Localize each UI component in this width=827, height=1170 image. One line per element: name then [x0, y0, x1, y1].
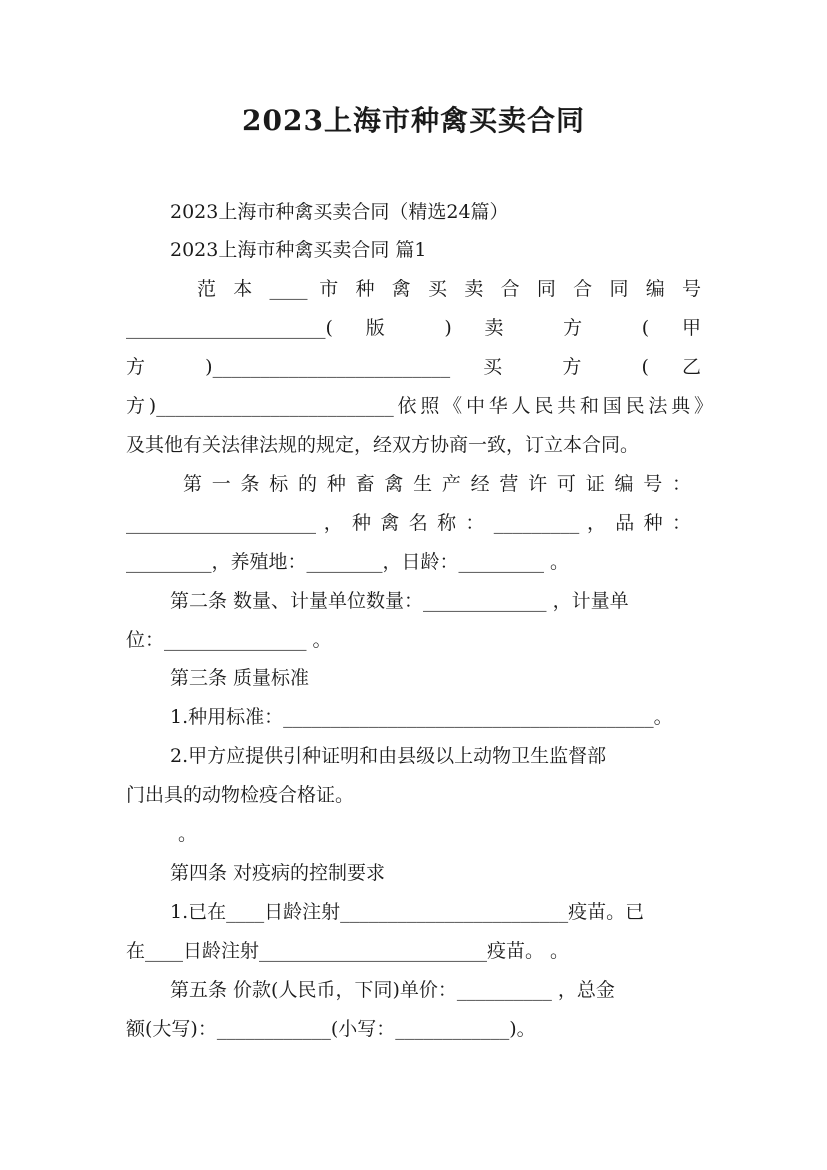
paragraph-line: 2023上海市种禽买卖合同（精选24篇） — [170, 201, 509, 223]
document-title: 2023上海市种禽买卖合同 — [242, 104, 585, 137]
paragraph-line: 。 — [178, 823, 198, 845]
paragraph-line: 范 本 ____ 市 种 禽 买 卖 合 同 合 同 编 号 — [197, 278, 701, 300]
paragraph-line: 第四条 对疫病的控制要求 — [170, 862, 386, 884]
paragraph-line: ____________________ ， 种 禽 名 称 ： _________ ， 品 种 ： — [126, 512, 691, 534]
paragraph-line: 及其他有关法律法规的规定，经双方协商一致，订立本合同。 — [126, 434, 640, 456]
paragraph-line: 方 )_________________________ 买 方 ( 乙 — [126, 356, 701, 378]
paragraph-line: 额(大写)：____________(小写：____________)。 — [126, 1018, 536, 1040]
paragraph-line: 1.种用标准：_______________________________________。 — [170, 706, 673, 728]
paragraph-line: 方)_________________________依照《中华人民共和国民法典》 — [126, 395, 713, 417]
paragraph-line: 1.已在____日龄注射________________________疫苗。已 — [170, 901, 645, 923]
paragraph-line: 2.甲方应提供引种证明和由县级以上动物卫生监督部 — [170, 745, 607, 767]
paragraph-line: 第五条 价款(人民币，下同)单价：__________ ，总金 — [170, 979, 615, 1001]
paragraph-line: 门出具的动物检疫合格证。 — [126, 784, 355, 806]
paragraph-line: 第二条 数量、计量单位数量：_____________ ，计量单 — [170, 590, 629, 612]
paragraph-line: 2023上海市种禽买卖合同 篇1 — [170, 239, 427, 261]
paragraph-line: 第三条 质量标准 — [170, 667, 310, 689]
paragraph-line: 位：_______________ 。 — [126, 629, 332, 651]
paragraph-line: _________，养殖地：________，日龄：_________ 。 — [126, 551, 570, 573]
paragraph-line: 第 一 条 标 的 种 畜 禽 生 产 经 营 许 可 证 编 号 ： — [183, 473, 691, 495]
paragraph-line: 在____日龄注射________________________疫苗。 。 — [126, 940, 570, 962]
paragraph-line: _____________________( 版 ) 卖 方 ( 甲 — [126, 317, 701, 339]
